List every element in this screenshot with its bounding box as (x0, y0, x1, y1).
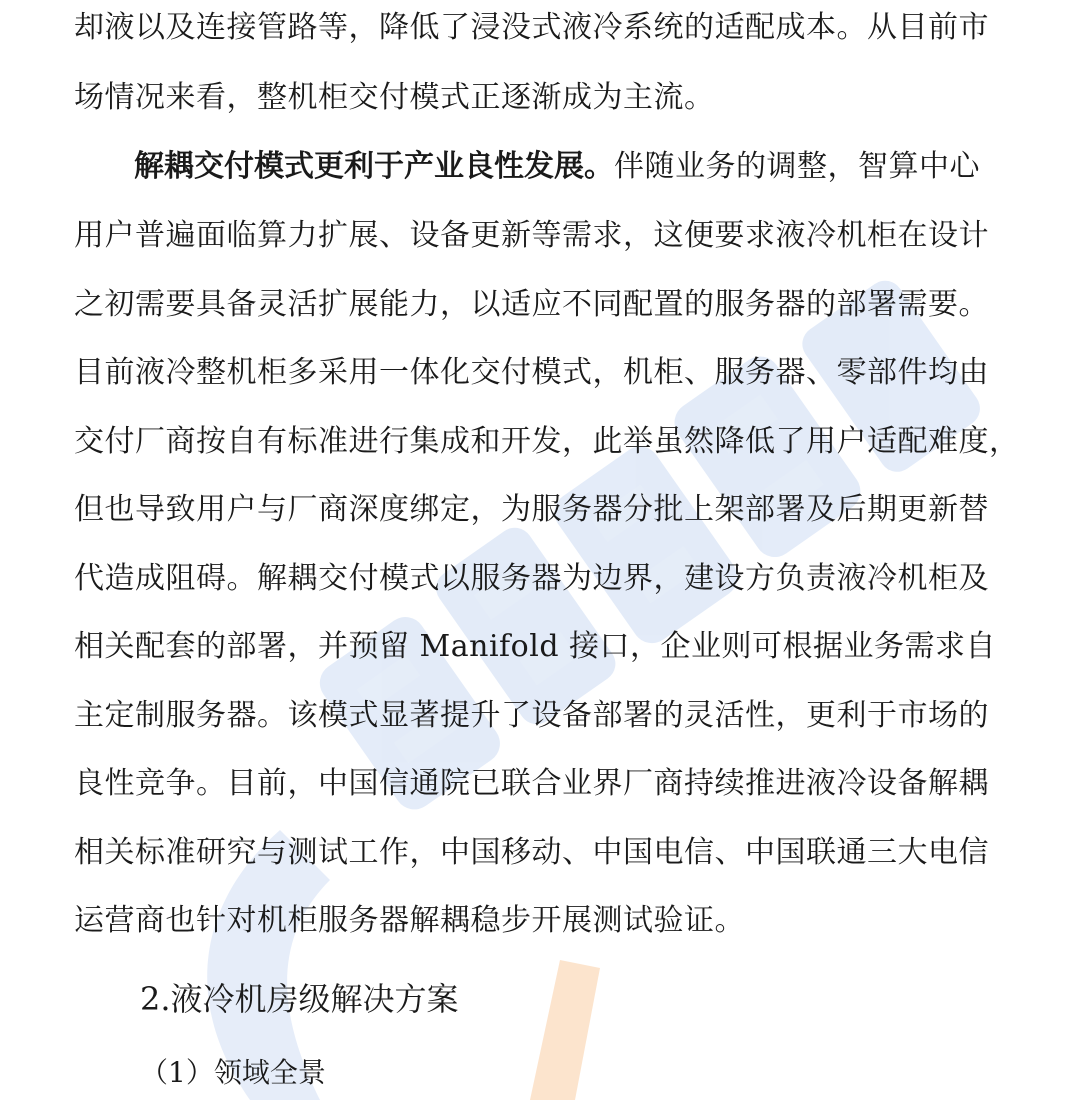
paragraph-2-line-5: 交付厂商按自有标准进行集成和开发，此举虽然降低了用户适配难度， (74, 424, 1020, 459)
paragraph-2-bold-lead: 解耦交付模式更利于产业良性发展。 (134, 149, 614, 184)
paragraph-2-line-11: 相关标准研究与测试工作，中国移动、中国电信、中国联通三大电信 (74, 835, 989, 870)
paragraph-2-line-3: 之初需要具备灵活扩展能力，以适应不同配置的服务器的部署需要。 (74, 287, 989, 322)
paragraph-2-line-1 (134, 149, 980, 185)
paragraph-2-line-7: 代造成阻碍。解耦交付模式以服务器为边界，建设方负责液冷机柜及 (74, 561, 989, 596)
paragraph-1-line-1: 却液以及连接管路等，降低了浸没式液冷系统的适配成本。从目前市 (74, 10, 989, 45)
paragraph-1-line-2: 场情况来看，整机柜交付模式正逐渐成为主流。 (74, 80, 715, 115)
paragraph-2-line-12: 运营商也针对机柜服务器解耦稳步开展测试验证。 (74, 903, 745, 938)
section-heading: 2.液冷机房级解决方案 (140, 980, 459, 1018)
subsection-heading: （1）领域全景 (140, 1056, 326, 1089)
paragraph-2-line-9: 主定制服务器。该模式显著提升了设备部署的灵活性，更利于市场的 (74, 698, 989, 733)
paragraph-2-line-4: 目前液冷整机柜多采用一体化交付模式，机柜、服务器、零部件均由 (74, 355, 989, 390)
paragraph-2-line-1-text: 伴随业务的调整，智算中心 (614, 149, 980, 184)
paragraph-2-line-8: 相关配套的部署，并预留 Manifold 接口，企业则可根据业务需求自 (74, 629, 997, 664)
paragraph-2-line-10: 良性竞争。目前，中国信通院已联合业界厂商持续推进液冷设备解耦 (74, 766, 989, 801)
paragraph-2-line-6: 但也导致用户与厂商深度绑定，为服务器分批上架部署及后期更新替 (74, 492, 989, 527)
paragraph-2-line-2: 用户普遍面临算力扩展、设备更新等需求，这便要求液冷机柜在设计 (74, 218, 989, 253)
